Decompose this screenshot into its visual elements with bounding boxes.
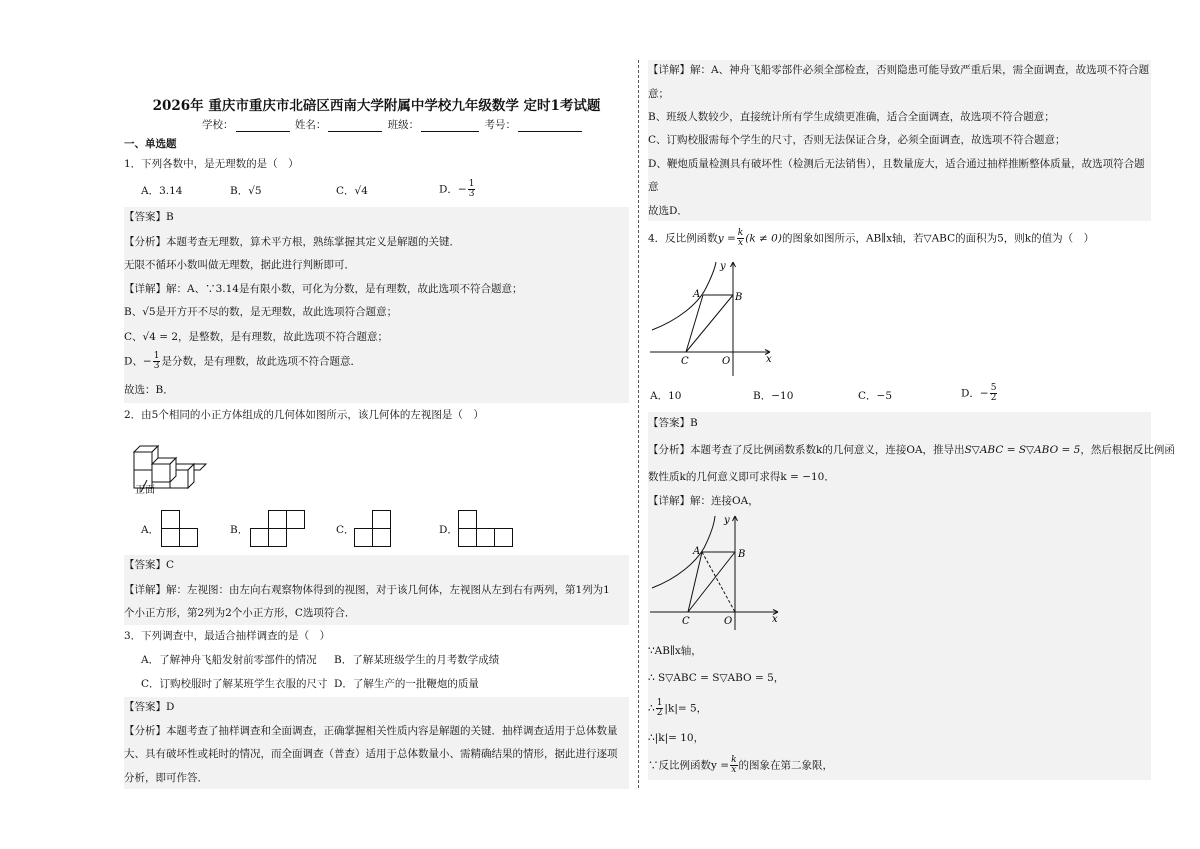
q4-option-c: C．−5: [858, 390, 893, 402]
name-label: 姓名：: [294, 119, 327, 131]
q3-option-c: C．订购校服时了解某班学生衣服的尺寸: [141, 678, 328, 690]
q3-analysis-2: 大、具有破坏性或耗时的情况，而全面调查（普查）适用于总体数量小、需精确结果的情形，据此进行逐项: [124, 748, 618, 760]
q3-analysis-3: 分析，即可作答．: [124, 772, 208, 784]
q2-option-a-label: A．: [141, 524, 160, 536]
q2-option-b-figure: [250, 510, 306, 550]
q4-step-5: ∵反比例函数y = $\frac{k}{x}$ 的图象在第二象限，: [648, 755, 834, 775]
q4-step-1: ∵AB∥x轴，: [648, 645, 702, 657]
q4-solution-label-o: O: [724, 616, 733, 627]
q3-detail-c: C、订购校服需每个学生的尺寸，否则无法保证合身，必须全面调查，故选项不符合题意；: [648, 134, 1066, 146]
name-blank[interactable]: [328, 131, 382, 132]
student-info-fields: [202, 117, 584, 132]
q4-solution-label-y: y: [724, 515, 730, 526]
q3-detail-d-2: 意: [648, 181, 659, 193]
q3-option-d: D．了解生产的一批鞭炮的质量: [334, 678, 479, 690]
q4-graph-label-c: C: [681, 356, 689, 367]
q1-option-a: A．3.14: [141, 185, 183, 197]
q1-analysis-2: 无限不循环小数叫做无理数，据此进行判断即可．: [124, 259, 355, 271]
school-blank[interactable]: [236, 131, 290, 132]
q1-option-d: D．− $\frac{1}{3}$: [439, 179, 475, 199]
q2-option-d-figure: [458, 510, 516, 550]
q1-detail-c: C、√4 = 2，是整数，是有理数，故此选项不符合题意；: [124, 331, 389, 343]
class-blank[interactable]: [421, 131, 479, 132]
q3-stem: 3．下列调查中，最适合抽样调查的是（ ）: [124, 630, 331, 642]
q3-detail-d-1: D、鞭炮质量检测具有破坏性（检测后无法销售），且数量庞大，适合通过抽样推断整体质量，故选项符合题: [648, 158, 1145, 170]
q4-graph-label-x: x: [766, 354, 772, 365]
q4-analysis-1: 【分析】本题考查了反比例函数系数k的几何意义，连接OA，推导出S▽ABC = S▽ABO = 5，然后根据反比例函: [648, 444, 1175, 456]
q4-option-a: A．10: [650, 390, 682, 402]
q3-analysis-1: 【分析】本题考查了抽样调查和全面调查，正确掌握相关性质内容是解题的关键．抽样调查适用于总体数量: [124, 725, 618, 737]
column-divider: [638, 60, 639, 788]
q4-solution-label-b: B: [738, 549, 746, 560]
q2-option-a-figure: [161, 510, 201, 550]
q1-option-b: B．√5: [230, 185, 262, 197]
q4-solution-label-c: C: [682, 616, 690, 627]
q1-detail-d: D、− $\frac{1}{3}$ 是分数，是有理数，故此选项不符合题意．: [124, 351, 361, 371]
q2-answer: 【答案】C: [124, 559, 175, 571]
class-label: 班级：: [387, 119, 420, 131]
q2-detail-1: 【详解】解：左视图：由左向右观察物体得到的视图，对于该几何体，左视图从左到右有两列，第1列为1: [124, 584, 610, 596]
q2-option-b-label: B．: [230, 524, 249, 536]
q4-answer: 【答案】B: [648, 417, 698, 429]
q3-answer: 【答案】D: [124, 701, 175, 713]
q1-conclusion: 故选：B．: [124, 384, 174, 396]
exam-title: 2026年 重庆市重庆市北碚区西南大学附属中学校九年级数学 定时1考试题: [152, 98, 601, 114]
q4-stem: 4．反比例函数y = $\frac{k}{x}$ (k ≠ 0)的图象如图所示，AB∥x轴，若▽ABC的面积为5，则k的值为（ ）: [648, 228, 1095, 248]
q4-step-2: ∴ S▽ABC = S▽ABO = 5，: [648, 672, 785, 684]
q1-answer: 【答案】B: [124, 211, 174, 223]
q4-solution-label-x: x: [772, 614, 778, 625]
q2-option-c-figure: [354, 510, 394, 550]
q1-analysis-1: 【分析】本题考查无理数，算术平方根，熟练掌握其定义是解题的关键．: [124, 236, 460, 248]
q4-graph-label-y: y: [720, 261, 726, 272]
q3-option-b: B．了解某班级学生的月考数学成绩: [334, 654, 500, 666]
q4-analysis-2: 数性质k的几何意义即可求得k = −10．: [648, 471, 835, 483]
q4-option-b: B．−10: [753, 390, 794, 402]
q1-detail-a: 【详解】解：A、∵3.14是有限小数，可化为分数，是有理数，故此选项不符合题意；: [124, 283, 523, 295]
q2-front-label: 正面: [135, 485, 155, 496]
q2-option-d-label: D．: [439, 524, 458, 536]
q2-stem: 2．由5个相同的小正方体组成的几何体如图所示，该几何体的左视图是（ ）: [124, 409, 484, 421]
id-label: 考号：: [484, 119, 517, 131]
q4-question-graph: [648, 258, 778, 380]
q1-stem: 1．下列各数中，是无理数的是（ ）: [124, 158, 299, 170]
q2-option-c-label: C．: [336, 524, 355, 536]
q3-detail-b: B、班级人数较少，直接统计所有学生成绩更准确，适合全面调查，故选项不符合题意；: [648, 111, 1055, 123]
section-heading: 一、单选题: [124, 138, 177, 150]
school-label: 学校：: [202, 119, 234, 131]
q1-detail-b: B、√5是开方开不尽的数，是无理数，故此选项符合题意；: [124, 306, 398, 318]
q4-solution-label-a: A: [693, 546, 701, 557]
q4-step-3: ∴ $\frac{1}{2}$ |k|= 5，: [648, 698, 708, 718]
q4-option-d: D．− $\frac{5}{2}$: [961, 383, 997, 403]
q3-option-a: A．了解神舟飞船发射前零部件的情况: [141, 654, 317, 666]
q3-detail-a-1: 【详解】解：A、神舟飞船零部件必须全部检查，否则隐患可能导致严重后果，需全面调查，故选项不符合题: [648, 64, 1150, 76]
q4-solution-graph: [648, 512, 788, 634]
id-blank[interactable]: [518, 131, 582, 132]
q3-conclusion: 故选D．: [648, 205, 688, 217]
q4-graph-label-a: A: [693, 289, 701, 300]
q4-graph-label-o: O: [722, 356, 731, 367]
q1-option-c: C．√4: [336, 185, 368, 197]
q1-option-c-math: √4: [354, 185, 368, 197]
q1-option-b-math: √5: [248, 185, 262, 197]
q4-detail-intro: 【详解】解：连接OA，: [648, 495, 759, 507]
q4-graph-label-b: B: [735, 292, 743, 303]
q3-detail-a-2: 意；: [648, 88, 669, 100]
q4-step-4: ∴|k|= 10，: [648, 732, 705, 744]
q2-detail-2: 个小正方形，第2列为2个小正方形，C选项符合．: [124, 607, 356, 619]
